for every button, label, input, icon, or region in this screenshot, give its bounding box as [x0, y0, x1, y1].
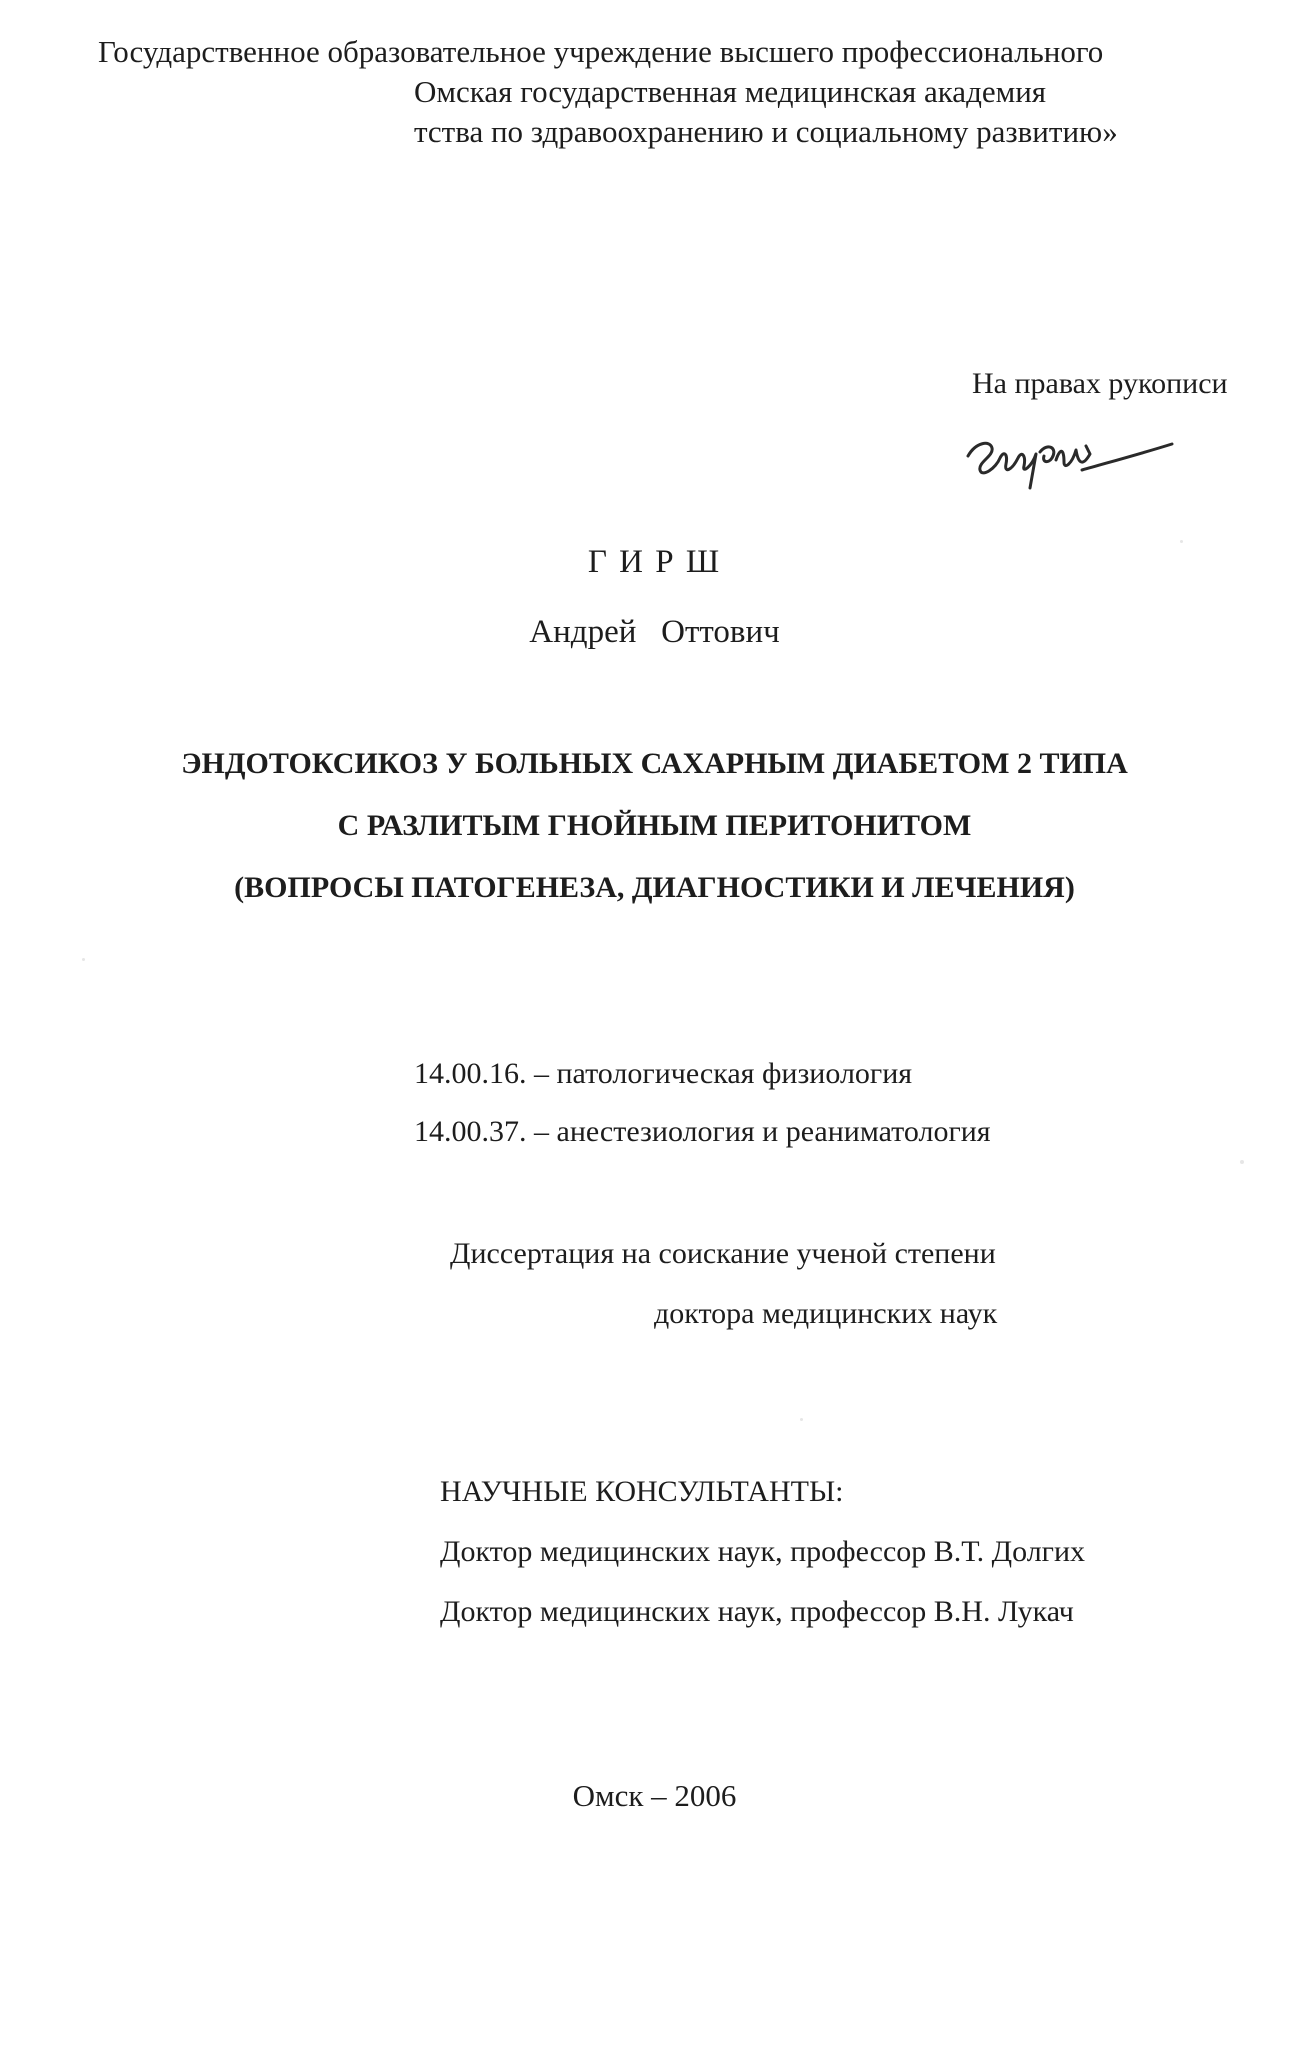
consultant-1: Доктор медицинских наук, профессор В.Т. Долгих	[440, 1535, 1086, 1568]
degree-line-2: доктора медицинских наук	[654, 1297, 998, 1330]
author-surname: Г И Р Ш	[587, 544, 722, 580]
consultants-heading: НАУЧНЫЕ КОНСУЛЬТАНТЫ:	[440, 1475, 844, 1508]
city-year: Омск – 2006	[572, 1778, 737, 1813]
header-line-1: Государственное образовательное учреждение высшего профессионального	[98, 34, 1104, 69]
title-line-1: ЭНДОТОКСИКОЗ У БОЛЬНЫХ САХАРНЫМ ДИАБЕТОМ 2 ТИПА	[181, 747, 1128, 780]
title-line-2: С РАЗЛИТЫМ ГНОЙНЫМ ПЕРИТОНИТОМ	[337, 809, 972, 842]
header-line-2: Омская государственная медицинская академия	[414, 74, 1047, 109]
consultant-2: Доктор медицинских наук, профессор В.Н. Лукач	[440, 1595, 1074, 1628]
signature-icon	[960, 418, 1180, 498]
manuscript-note: На правах рукописи	[972, 367, 1228, 400]
specialty-1: 14.00.16. – патологическая физиология	[414, 1057, 913, 1090]
title-line-3: (ВОПРОСЫ ПАТОГЕНЕЗА, ДИАГНОСТИКИ И ЛЕЧЕНИЯ)	[234, 871, 1075, 904]
header-line-3: тства по здравоохранению и социальному развитию»	[414, 114, 1118, 149]
author-name: Андрей Оттович	[529, 614, 780, 650]
degree-line-1: Диссертация на соискание ученой степени	[450, 1237, 996, 1270]
specialty-2: 14.00.37. – анестезиология и реаниматология	[414, 1115, 991, 1148]
